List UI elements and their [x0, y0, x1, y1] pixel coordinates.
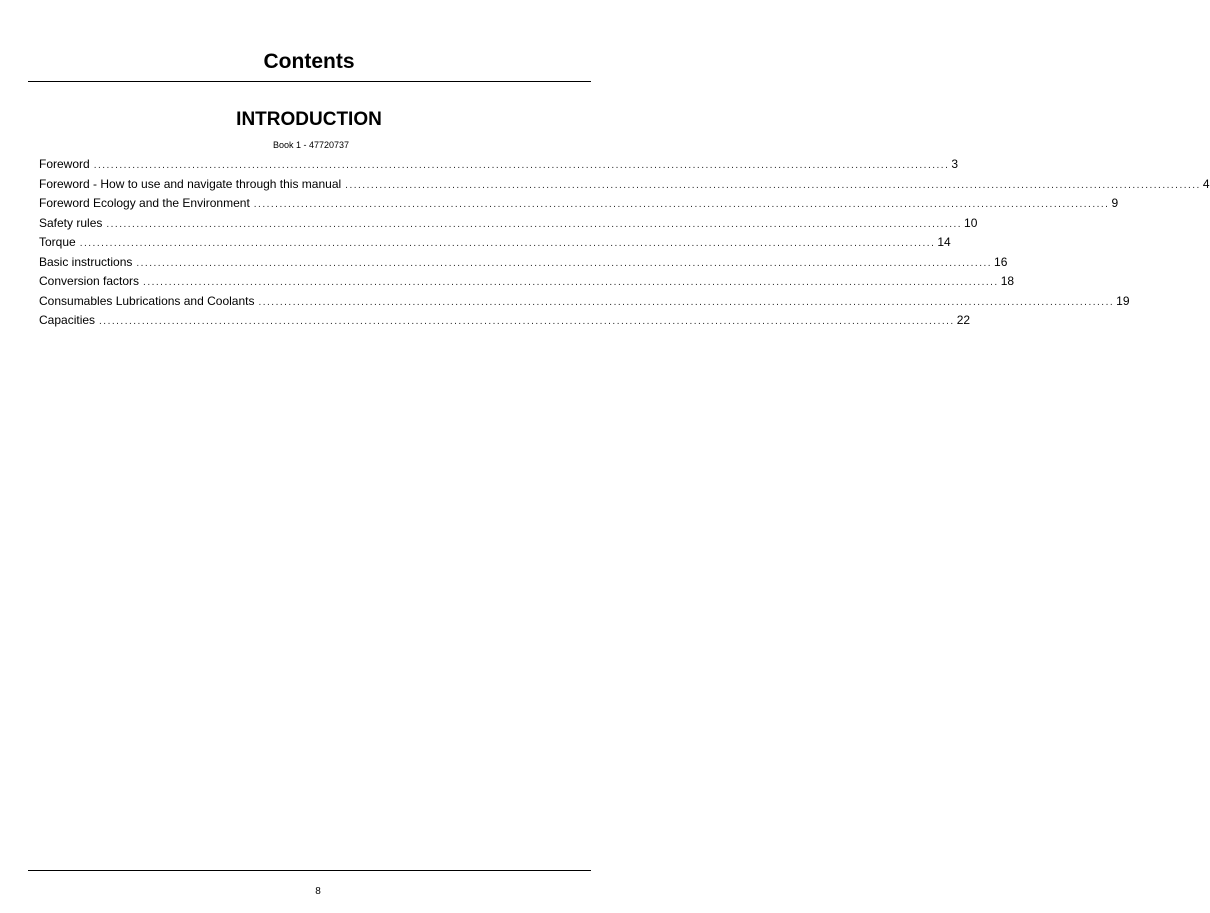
toc-entry-label: Capacities [39, 313, 96, 327]
toc-entry-label: Foreword [39, 157, 90, 171]
toc-leader-dots: ........................................................................................................................................................................................................ [99, 316, 955, 327]
page-title: Contents [263, 50, 355, 73]
section-title: INTRODUCTION [236, 109, 382, 130]
book-reference: Book 1 - 47720737 [272, 140, 350, 150]
toc-entry-foreword[interactable] [39, 155, 959, 175]
toc-entry-page: 14 [937, 235, 951, 249]
footer-divider [28, 870, 591, 871]
toc-leader-dots: ........................................................................................................................................................................................................ [258, 296, 1115, 308]
toc-entry-page: 18 [1000, 274, 1015, 288]
toc-entry-page: 9 [1111, 196, 1119, 210]
toc-entry-page: 10 [964, 215, 978, 230]
toc-entry-page: 4 [1202, 176, 1210, 191]
toc-leader-dots: ........................................................................................................................................................................................................ [143, 277, 999, 288]
toc-entry-ecology[interactable] [39, 194, 1119, 214]
toc-leader-dots: ........................................................................................................................................................................................................ [106, 218, 963, 230]
page-number: 8 [315, 886, 321, 897]
toc-entry-label: Torque [39, 235, 76, 249]
toc-entry-label: Conversion factors [39, 274, 140, 288]
toc-entry-page: 22 [956, 313, 971, 327]
toc-entry-consumables[interactable] [39, 292, 1130, 312]
toc-leader-dots: ........................................................................................................................................................................................................ [79, 238, 936, 249]
toc-entry-label: Consumables Lubrications and Coolants [39, 293, 255, 308]
table-of-contents [39, 155, 1210, 331]
toc-entry-label: Safety rules [39, 215, 103, 230]
header-divider [28, 81, 591, 82]
toc-leader-dots: ........................................................................................................................................................................................................ [345, 179, 1201, 191]
toc-entry-label: Basic instructions [39, 254, 133, 269]
toc-leader-dots: ........................................................................................................................................................................................................ [93, 160, 950, 171]
toc-entry-capacities[interactable] [39, 311, 971, 331]
toc-entry-safety-rules[interactable] [39, 214, 978, 234]
toc-entry-label: Foreword Ecology and the Environment [39, 196, 250, 210]
toc-entry-page: 19 [1116, 293, 1130, 308]
toc-entry-conversion-factors[interactable] [39, 272, 1015, 292]
toc-entry-page: 16 [994, 254, 1008, 269]
toc-leader-dots: ........................................................................................................................................................................................................ [253, 199, 1110, 210]
toc-entry-basic-instructions[interactable] [39, 253, 1008, 273]
toc-leader-dots: ........................................................................................................................................................................................................ [136, 257, 993, 269]
toc-entry-page: 3 [951, 157, 959, 171]
toc-entry-torque[interactable] [39, 233, 951, 253]
toc-entry-label: Foreword - How to use and navigate through this manual [39, 176, 342, 191]
toc-entry-how-to-use[interactable] [39, 175, 1210, 195]
